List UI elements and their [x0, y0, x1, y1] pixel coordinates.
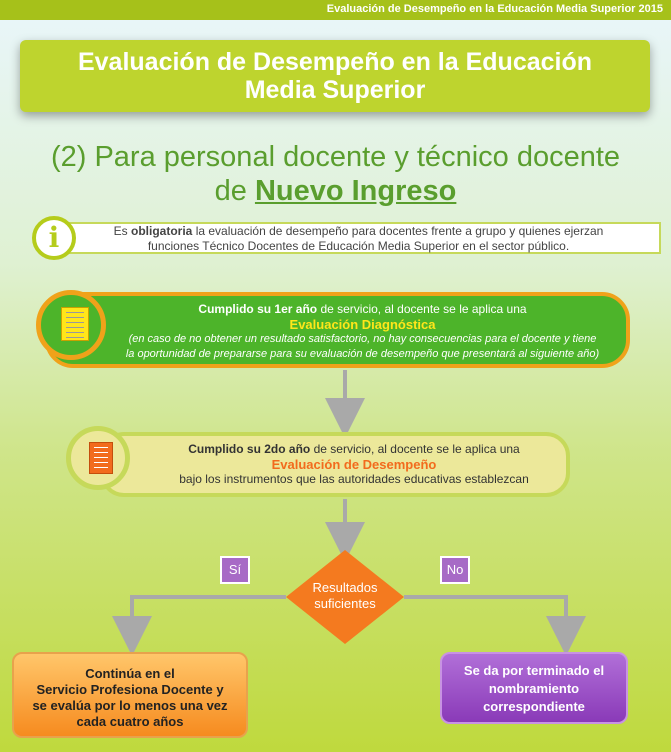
step-1-highlight: Evaluación Diagnóstica — [289, 317, 436, 332]
step-2-line-3: bajo los instrumentos que las autoridades educativas establezcan — [179, 472, 529, 486]
outcome-no-line-3: correspondiente — [483, 699, 585, 714]
step-1-box — [45, 292, 630, 368]
step-1-document-icon — [36, 290, 106, 360]
outcome-yes-line-3: se evalúa por lo menos una vez — [32, 698, 228, 713]
decision-diamond — [286, 550, 404, 644]
step-1-line-1 — [109, 302, 616, 317]
step-1-note-2: la oportunidad de prepararse para su evaluación de desempeño que presentará al siguiente año) — [125, 348, 600, 360]
info-icon: i — [32, 216, 76, 260]
step-2-line-1 — [150, 442, 558, 457]
step-2-bold: Cumplido su 2do año — [188, 442, 311, 456]
info-line-2: funciones Técnico Docentes de Educación Media Superior en el sector público. — [147, 239, 570, 253]
outcome-no-box — [440, 652, 628, 724]
decision-line-1: Resultados — [312, 580, 378, 595]
subtitle-line-1: (2) Para personal docente y técnico docente — [50, 141, 621, 173]
info-bold: obligatoria — [131, 224, 193, 238]
step-2-document-icon — [66, 426, 130, 490]
outcome-yes-box — [12, 652, 248, 738]
step-2-highlight: Evaluación de Desempeño — [271, 457, 437, 472]
title-line-1: Evaluación de Desempeño en la Educación — [77, 48, 593, 76]
step-2-box — [100, 432, 570, 497]
decision-line-2: suficientes — [314, 596, 376, 611]
outcome-no-line-2: nombramiento — [488, 681, 580, 696]
outcome-yes-line-2: Servicio Profesiona Docente y — [36, 682, 224, 697]
info-pre: Es — [113, 224, 132, 238]
outcome-yes-line-4: cada cuatro años — [76, 714, 184, 729]
outcome-no-line-1: Se da por terminado el — [463, 663, 605, 678]
subtitle-emphasis: Nuevo Ingreso — [254, 175, 457, 207]
outcome-yes-line-1: Continúa en el — [85, 666, 175, 681]
yes-label: Sí — [220, 556, 250, 584]
step-2-text: de servicio, al docente se le aplica una — [310, 442, 520, 456]
step-1-note-1: (en caso de no obtener un resultado satisfactorio, no hay consecuencias para el docente y tiene — [128, 333, 597, 345]
subtitle-prefix: de — [214, 175, 255, 207]
title-line-2: Media Superior — [244, 76, 426, 104]
header-text: Evaluación de Desempeño en la Educación Media Superior 2015 — [326, 3, 663, 15]
step-1-bold: Cumplido su 1er año — [198, 302, 318, 316]
info-rest: la evaluación de desempeño para docentes frente a grupo y quienes ejerzan — [192, 224, 604, 238]
step-1-text: de servicio, al docente se le aplica una — [317, 302, 527, 316]
no-label: No — [440, 556, 470, 584]
